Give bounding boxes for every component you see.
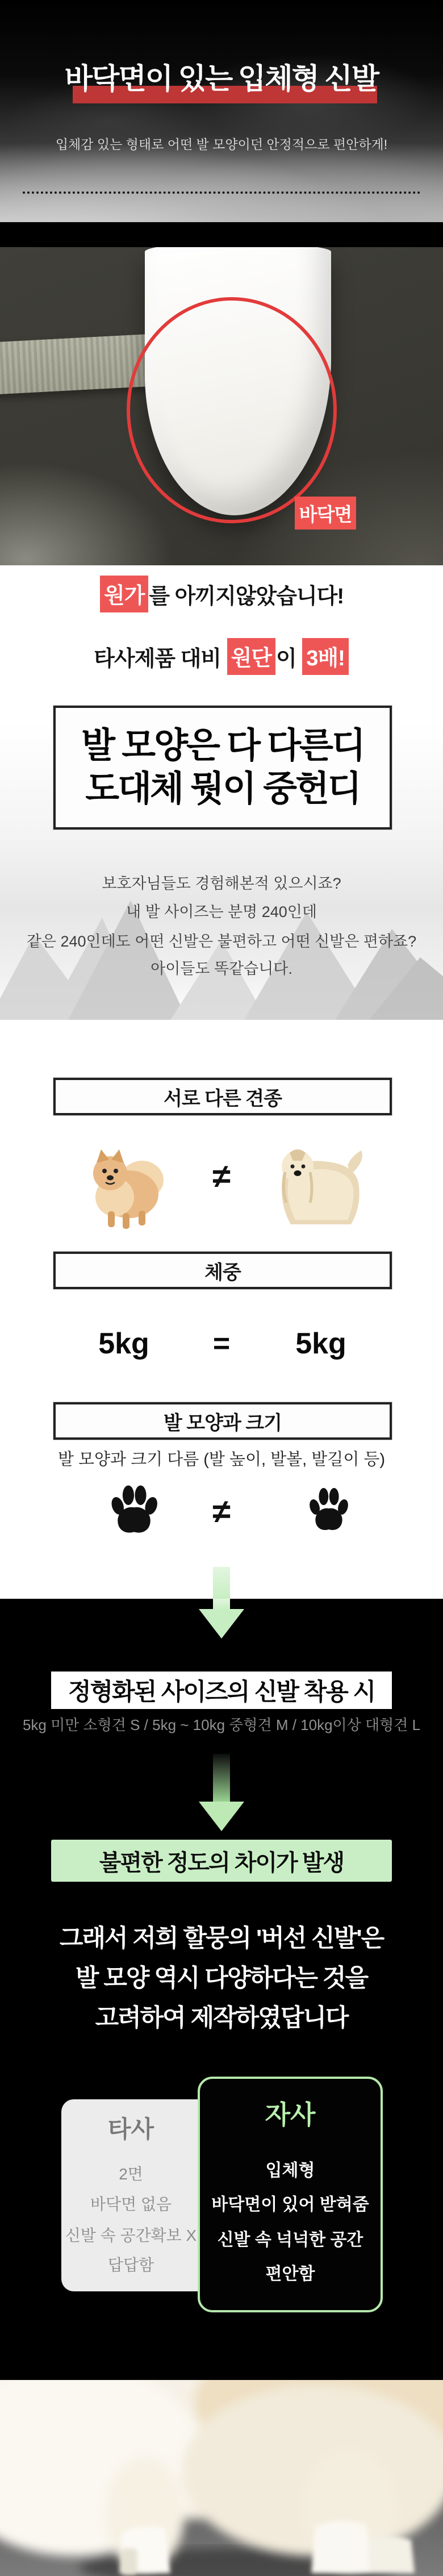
headline-line-1: 발 모양은 다 다른디 <box>81 726 364 766</box>
ours-item-4: 편안함 <box>265 2265 315 2283</box>
result-box <box>51 1840 392 1882</box>
ours-item-2: 바닥면이 있어 받혀줌 <box>211 2195 369 2214</box>
brand-message-line-1: 그래서 저희 할뭉의 '버선 신발'은 <box>59 1924 384 1952</box>
ours-item-1: 입체형 <box>265 2161 315 2180</box>
others-item-3: 신발 속 공간확보 X <box>65 2227 197 2244</box>
intro-section <box>0 565 443 722</box>
highlight-3x: 3배! <box>302 638 349 675</box>
lhasa-apso-illustration <box>266 1140 374 1231</box>
down-arrow-icon-1 <box>199 1609 244 1639</box>
brand-message-line-3: 고려하여 제작하였답니다 <box>95 2004 348 2032</box>
highlight-fabric: 원단 <box>227 638 275 675</box>
paw-print-icon-left <box>108 1485 160 1537</box>
brand-message-line-2: 발 모양 역시 다양하다는 것을 <box>75 1964 368 1992</box>
ours-card <box>198 2077 383 2312</box>
intro-line-2-text-a: 타사제품 대비 <box>94 647 222 671</box>
not-equal-sign-paw: ≠ <box>212 1493 231 1530</box>
standard-size-title: 정형화된 사이즈의 신발 착용 시 <box>68 1678 375 1705</box>
headline-line-2: 도대체 뭣이 중헌디 <box>85 769 360 808</box>
paw-title-box <box>53 1402 392 1440</box>
sole-highlight-ellipse <box>0 247 443 565</box>
size-guide-text: 5kg 미만 소형견 S / 5kg ~ 10kg 중형견 M / 10kg이상 대형견 L <box>22 1716 421 1733</box>
intro-line-2 <box>0 640 443 672</box>
others-card-title: 타사 <box>107 2116 154 2143</box>
dog-wearing-shoes-photo <box>0 2380 443 2576</box>
not-equal-sign-breed: ≠ <box>212 1157 231 1195</box>
page-subtitle: 입체감 있는 형태로 어떤 발 모양이던 안정적으로 편안하게! <box>55 136 388 152</box>
compare-section <box>0 1020 443 1599</box>
ours-item-3: 신발 속 넉넉한 공간 <box>217 2231 363 2249</box>
headline-box <box>53 706 392 830</box>
weight-title-box <box>53 1252 392 1289</box>
paw-print-icon-right <box>305 1487 353 1535</box>
product-photo-sole <box>0 247 443 565</box>
down-arrow-stem-2 <box>213 1754 230 1803</box>
dotted-divider <box>23 191 420 194</box>
weight-left-value: 5kg <box>98 1327 149 1360</box>
standard-size-box <box>51 1672 392 1709</box>
experience-line-3: 같은 240인데도 어떤 신발은 불편하고 어떤 신발은 편하죠? <box>26 932 417 950</box>
header-section <box>0 0 443 222</box>
highlight-cost: 원가 <box>100 576 148 612</box>
others-item-1: 2면 <box>119 2165 143 2183</box>
equal-sign: = <box>212 1327 231 1360</box>
experience-line-1: 보호자님들도 경험해본적 있으시죠? <box>102 874 341 892</box>
ours-card-title: 자사 <box>265 2100 316 2129</box>
weight-title: 체중 <box>204 1261 241 1283</box>
others-item-2: 바닥면 없음 <box>90 2195 172 2213</box>
experience-line-4: 아이들도 똑같습니다. <box>151 960 292 977</box>
others-item-4: 답답함 <box>107 2256 154 2274</box>
down-arrow-stem-1b <box>213 1599 230 1610</box>
breed-title-box <box>53 1078 392 1115</box>
page-title: 바닥면이 있는 입체형 신발 <box>64 64 379 95</box>
down-arrow-stem-1 <box>213 1567 230 1599</box>
result-text: 불편한 정도의 차이가 발생 <box>99 1850 344 1875</box>
weight-right-value: 5kg <box>295 1327 346 1360</box>
experience-line-2: 내 발 사이즈는 분명 240인데 <box>126 903 317 920</box>
intro-line-2-text-b: 이 <box>276 647 296 671</box>
down-arrow-icon-2 <box>199 1802 244 1831</box>
paw-title: 발 모양과 크기 <box>164 1412 282 1434</box>
intro-line-1 <box>0 578 443 610</box>
intro-line-1-text: 를 아끼지않았습니다! <box>149 584 344 608</box>
breed-title: 서로 다른 견종 <box>164 1087 282 1110</box>
sole-label-badge: 바닥면 <box>295 497 356 530</box>
paw-caption: 발 모양과 크기 다름 (발 높이, 발볼, 발길이 등) <box>57 1450 386 1469</box>
pomeranian-illustration <box>75 1140 177 1231</box>
others-card-content <box>61 2099 200 2291</box>
